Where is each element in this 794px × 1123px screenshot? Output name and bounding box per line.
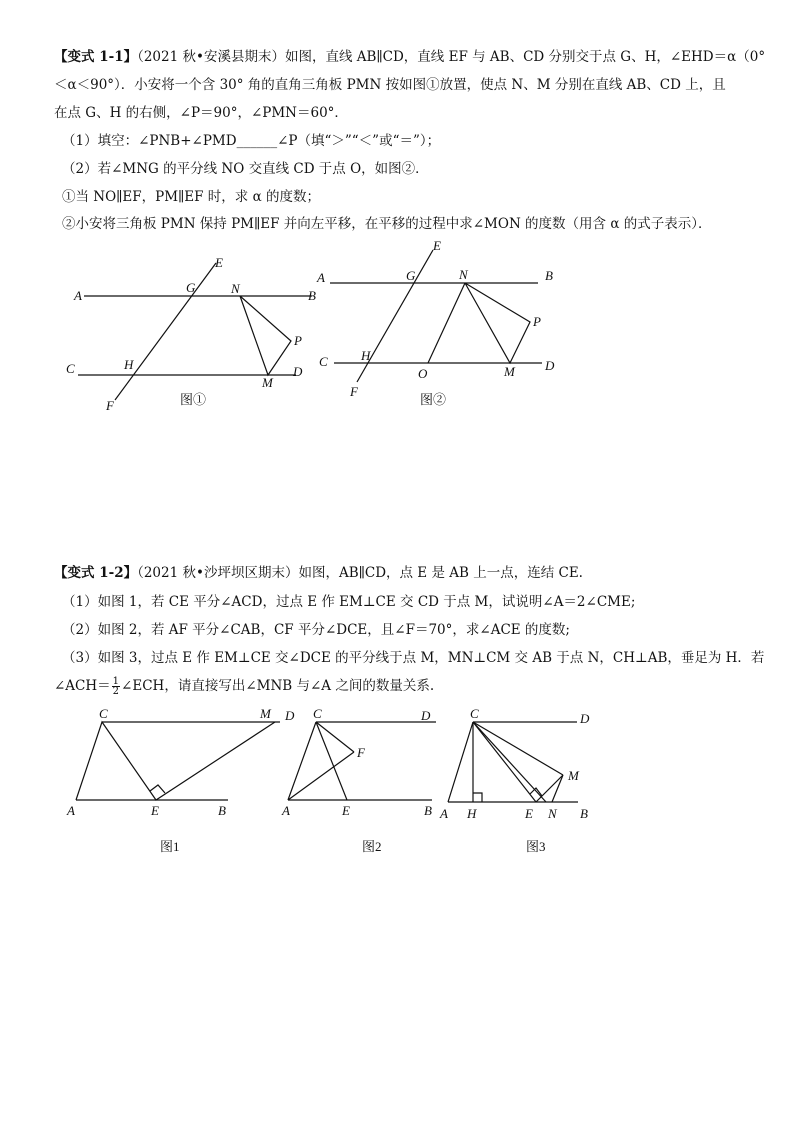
label-h: H bbox=[361, 348, 371, 363]
label-h: H bbox=[124, 357, 134, 372]
label-e: E bbox=[215, 255, 223, 270]
label-b: B bbox=[580, 806, 588, 821]
segment-no bbox=[428, 283, 465, 363]
label-b: B bbox=[218, 803, 226, 818]
label-g: G bbox=[186, 280, 196, 295]
label-m: M bbox=[262, 375, 273, 390]
label-f: F bbox=[350, 384, 358, 399]
triangle-pmn bbox=[240, 296, 291, 375]
problem1-question2a: ①当 NO∥EF，PM∥EF 时，求 α 的度数； bbox=[62, 189, 320, 205]
label-a: A bbox=[74, 288, 82, 303]
label-c: C bbox=[99, 706, 108, 721]
label-a: A bbox=[67, 803, 75, 818]
segment-mn bbox=[552, 775, 563, 802]
label-e: E bbox=[151, 803, 159, 818]
label-n: N bbox=[548, 806, 557, 821]
label-a: A bbox=[440, 806, 448, 821]
label-e: E bbox=[342, 803, 350, 818]
label-c: C bbox=[319, 354, 328, 369]
problem1-line2: ＜α＜90°）．小安将一个含 30° 角的直角三角板 PMN 按如图①放置，使点 N、M 分别在直线 AB、CD 上，且 bbox=[54, 77, 726, 93]
problem2-question1: （1）如图 1，若 CE 平分∠ACD，过点 E 作 EM⊥CE 交 CD 于点 M，试说明∠A＝2∠CME; bbox=[62, 594, 636, 610]
problem2-question2: （2）如图 2，若 AF 平分∠CAB，CF 平分∠DCE，且∠F＝70°，求∠ACE 的度数; bbox=[62, 622, 570, 638]
label-h: H bbox=[467, 806, 477, 821]
label-c: C bbox=[313, 706, 322, 721]
label-d: D bbox=[545, 358, 555, 373]
label-o: O bbox=[418, 366, 428, 381]
label-m: M bbox=[260, 706, 271, 721]
label-f: F bbox=[357, 745, 365, 760]
label-d: D bbox=[285, 708, 295, 723]
fraction-one-half: $\frac{1}{2}$ bbox=[112, 676, 120, 697]
label-g: G bbox=[406, 268, 416, 283]
segment-ce bbox=[473, 722, 536, 802]
figure-caption: 图1 bbox=[160, 839, 180, 854]
problem1-question1: （1）填空：∠PNB+∠PMD______∠P（填“＞”“＜”或“＝”）； bbox=[62, 133, 441, 149]
right-angle-mark-h bbox=[473, 793, 482, 802]
label-e: E bbox=[433, 238, 441, 253]
label-c: C bbox=[66, 361, 75, 376]
label-m: M bbox=[504, 364, 515, 379]
label-b: B bbox=[308, 288, 316, 303]
figure-caption: 图3 bbox=[526, 839, 546, 854]
segment-em bbox=[536, 775, 563, 802]
problem2-tag: 【变式 1-2】 bbox=[54, 565, 138, 581]
figure-lines bbox=[76, 722, 275, 800]
problem1-line1: 【变式 1-1】（2021 秋•安溪县期末）如图，直线 AB∥CD，直线 EF 与 AB、CD 分别交于点 G、H，∠EHD＝α（0° bbox=[54, 49, 766, 65]
label-m: M bbox=[568, 768, 579, 783]
figure-caption: 图① bbox=[180, 392, 207, 407]
triangle-pmn bbox=[465, 283, 530, 363]
right-angle-mark bbox=[150, 785, 165, 793]
problem1-tag: 【变式 1-1】 bbox=[54, 49, 138, 65]
problem1-question2: （2）若∠MNG 的平分线 NO 交直线 CD 于点 O，如图②． bbox=[62, 161, 429, 177]
problem1-question2b: ②小安将三角板 PMN 保持 PM∥EF 并向左平移，在平移的过程中求∠MON 的度数（用含 α 的式子表示）． bbox=[62, 216, 712, 232]
problem2-line1: 【变式 1-2】（2021 秋•沙坪坝区期末）如图，AB∥CD，点 E 是 AB 上一点，连结 CE. bbox=[54, 565, 583, 581]
label-c: C bbox=[470, 706, 479, 721]
label-d: D bbox=[580, 711, 590, 726]
segment-cn bbox=[473, 722, 546, 802]
label-a: A bbox=[282, 803, 290, 818]
segment-cm bbox=[473, 722, 563, 775]
problem2-question3b: ∠ACH＝ $\frac{1}{2}$ ∠ECH，请直接写出∠MNB 与∠A 之间的数量关系. bbox=[54, 676, 435, 697]
segment-ac bbox=[448, 722, 473, 802]
label-a: A bbox=[317, 270, 325, 285]
label-p: P bbox=[294, 333, 302, 348]
label-n: N bbox=[231, 281, 240, 296]
label-f: F bbox=[106, 398, 114, 413]
problem2-question3: （3）如图 3，过点 E 作 EM⊥CE 交∠DCE 的平分线于点 M，MN⊥CM 交 AB 于点 N，CH⊥AB，垂足为 H．若 bbox=[62, 650, 765, 666]
label-e: E bbox=[525, 806, 533, 821]
segment-ac bbox=[288, 722, 316, 800]
figure-caption: 图② bbox=[420, 392, 447, 407]
figure-1-1 bbox=[66, 255, 316, 413]
figure-2-1 bbox=[66, 706, 295, 854]
label-n: N bbox=[459, 267, 468, 282]
label-b: B bbox=[424, 803, 432, 818]
figure-2-2 bbox=[281, 706, 436, 854]
figure-caption: 图2 bbox=[362, 839, 382, 854]
line-ef bbox=[115, 263, 216, 400]
label-b: B bbox=[545, 268, 553, 283]
label-d: D bbox=[421, 708, 431, 723]
label-p: P bbox=[533, 314, 541, 329]
label-d: D bbox=[293, 364, 303, 379]
problem1-line3: 在点 G、H 的右侧，∠P＝90°，∠PMN＝60°． bbox=[54, 105, 348, 121]
figure-2-3 bbox=[439, 706, 590, 854]
figure-1-2 bbox=[316, 238, 555, 407]
